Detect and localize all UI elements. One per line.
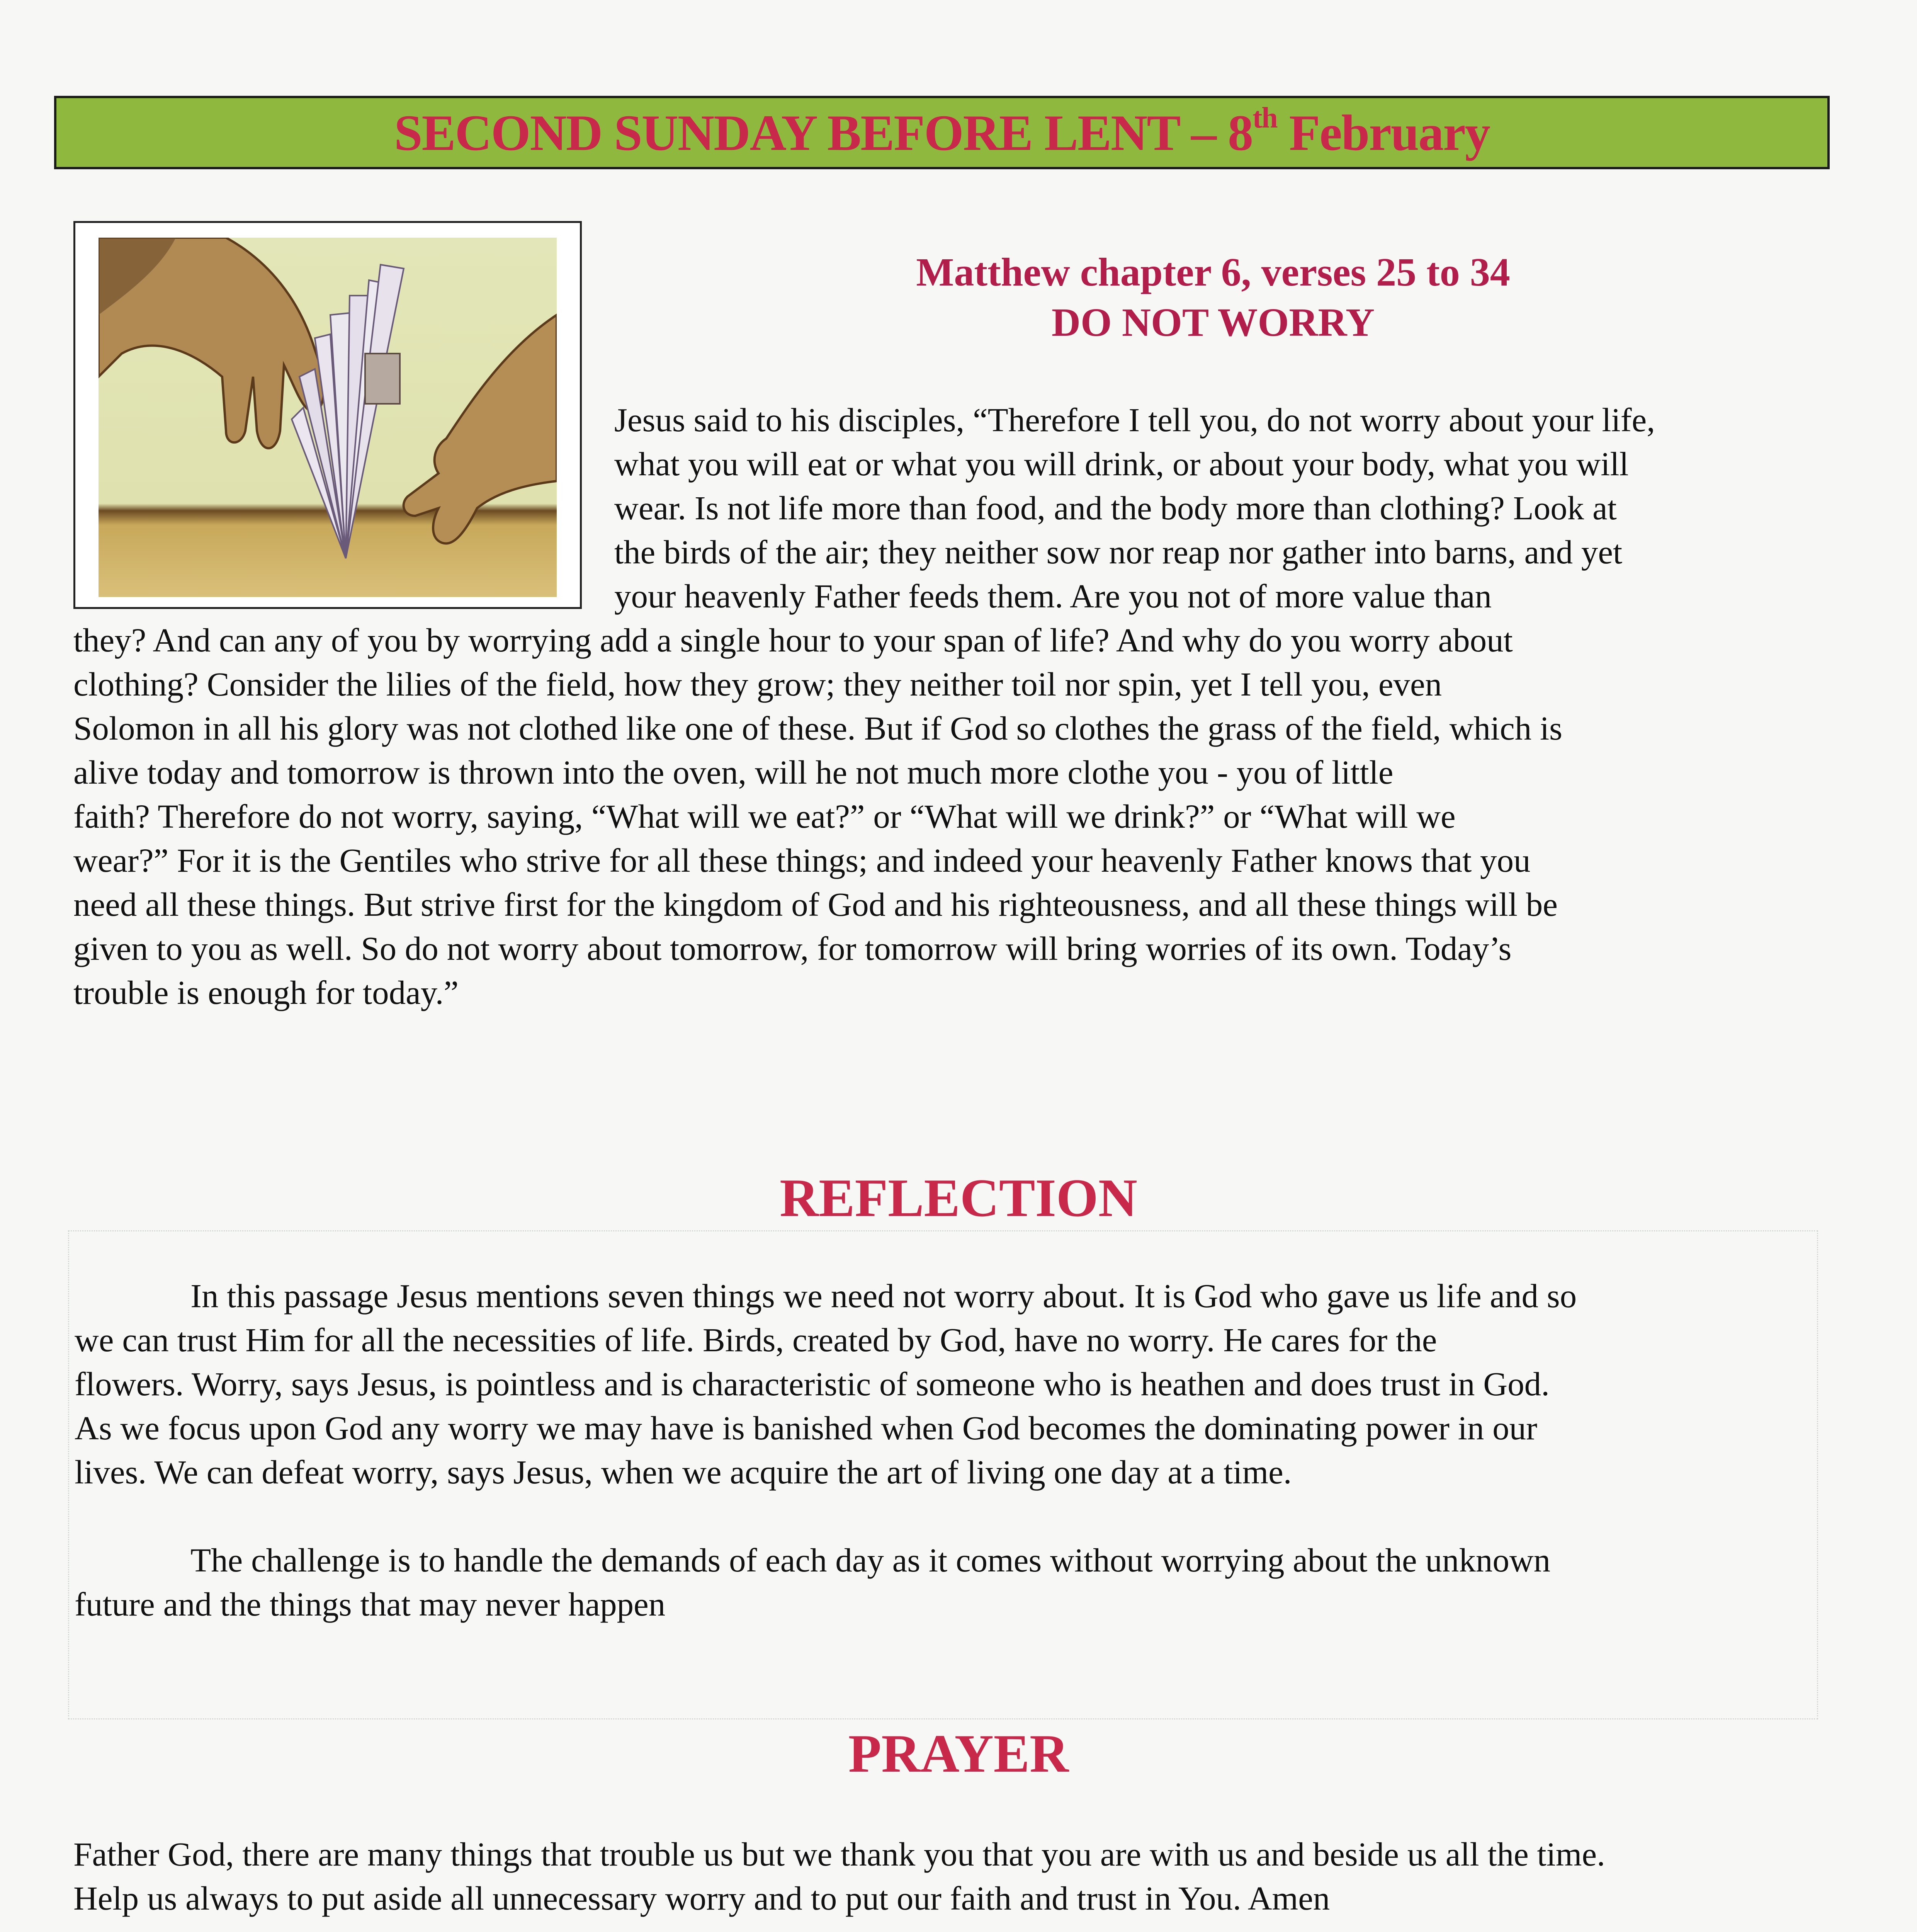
banner-title-main: SECOND SUNDAY BEFORE LENT – 8 <box>394 104 1253 161</box>
prayer-heading: PRAYER <box>848 1724 1069 1784</box>
gospel-text-full-width <box>73 618 1835 1015</box>
paragraph-spacer <box>75 1494 1813 1538</box>
scripture-title: DO NOT WORRY <box>1051 300 1375 345</box>
reflection-line: lives. We can defeat worry, says Jesus, when we acquire the art of living one day at a time. <box>75 1453 1292 1491</box>
gospel-line: what you will eat or what you will drink, or about your body, what you will <box>614 445 1629 483</box>
gospel-line: need all these things. But strive first for the kingdom of God and his righteousness, and all these things will be <box>73 886 1558 923</box>
scripture-reference: Matthew chapter 6, verses 25 to 34 <box>916 250 1510 294</box>
gospel-line: faith? Therefore do not worry, saying, “What will we eat?” or “What will we drink?” or “What will we <box>73 798 1456 835</box>
scripture-header <box>603 247 1824 348</box>
gospel-line: wear?” For it is the Gentiles who strive for all these things; and indeed your heavenly Father knows that you <box>73 842 1531 879</box>
prayer-line: Help us always to put aside all unnecessary worry and to put our faith and trust in You. Amen <box>73 1879 1330 1917</box>
reflection-line: future and the things that may never happen <box>75 1585 666 1623</box>
gospel-line: wear. Is not life more than food, and the body more than clothing? Look at <box>614 489 1617 527</box>
reflection-heading: REFLECTION <box>780 1168 1137 1228</box>
banner-title-ordinal: th <box>1253 101 1277 134</box>
reflection-line: The challenge is to handle the demands of each day as it comes without worrying about the unknown <box>190 1541 1551 1579</box>
prayer-line: Father God, there are many things that trouble us but we thank you that you are with us and beside us all the time. <box>73 1835 1605 1873</box>
reflection-line: flowers. Worry, says Jesus, is pointless and is characteristic of someone who is heathen and does trust in God. <box>75 1365 1550 1403</box>
gospel-line: your heavenly Father feeds them. Are you not of more value than <box>614 577 1492 615</box>
gospel-line: alive today and tomorrow is thrown into the oven, will he not much more clothe you - you of little <box>73 753 1394 791</box>
illustration-frame <box>73 221 582 609</box>
banner-title <box>394 103 1490 162</box>
gospel-line: trouble is enough for today.” <box>73 974 459 1011</box>
reflection-box <box>68 1230 1818 1719</box>
gospel-text-beside-image <box>614 398 1827 618</box>
gospel-line: given to you as well. So do not worry about tomorrow, for tomorrow will bring worries of its own. Today’s <box>73 930 1512 967</box>
gospel-line: they? And can any of you by worrying add a single hour to your span of life? And why do you worry about <box>73 621 1513 659</box>
banner-title-month: February <box>1277 104 1490 161</box>
gospel-line: Solomon in all his glory was not clothed like one of these. But if God so clothes the grass of the field, which is <box>73 709 1562 747</box>
hands-with-money-icon <box>99 238 557 597</box>
gospel-line: the birds of the air; they neither sow nor reap nor gather into barns, and yet <box>614 533 1623 571</box>
reflection-text <box>75 1274 1813 1626</box>
reflection-line: In this passage Jesus mentions seven things we need not worry about. It is God who gave us life and so <box>190 1277 1577 1315</box>
hands-with-money-image <box>99 238 557 597</box>
gospel-line: Jesus said to his disciples, “Therefore I tell you, do not worry about your life, <box>614 401 1655 439</box>
title-banner <box>54 96 1830 169</box>
prayer-text <box>73 1832 1835 1920</box>
gospel-line: clothing? Consider the lilies of the field, how they grow; they neither toil nor spin, yet I tell you, even <box>73 665 1442 703</box>
reflection-line: As we focus upon God any worry we may have is banished when God becomes the dominating power in our <box>75 1409 1538 1447</box>
reflection-line: we can trust Him for all the necessities of life. Birds, created by God, have no worry. He cares for the <box>75 1321 1437 1359</box>
